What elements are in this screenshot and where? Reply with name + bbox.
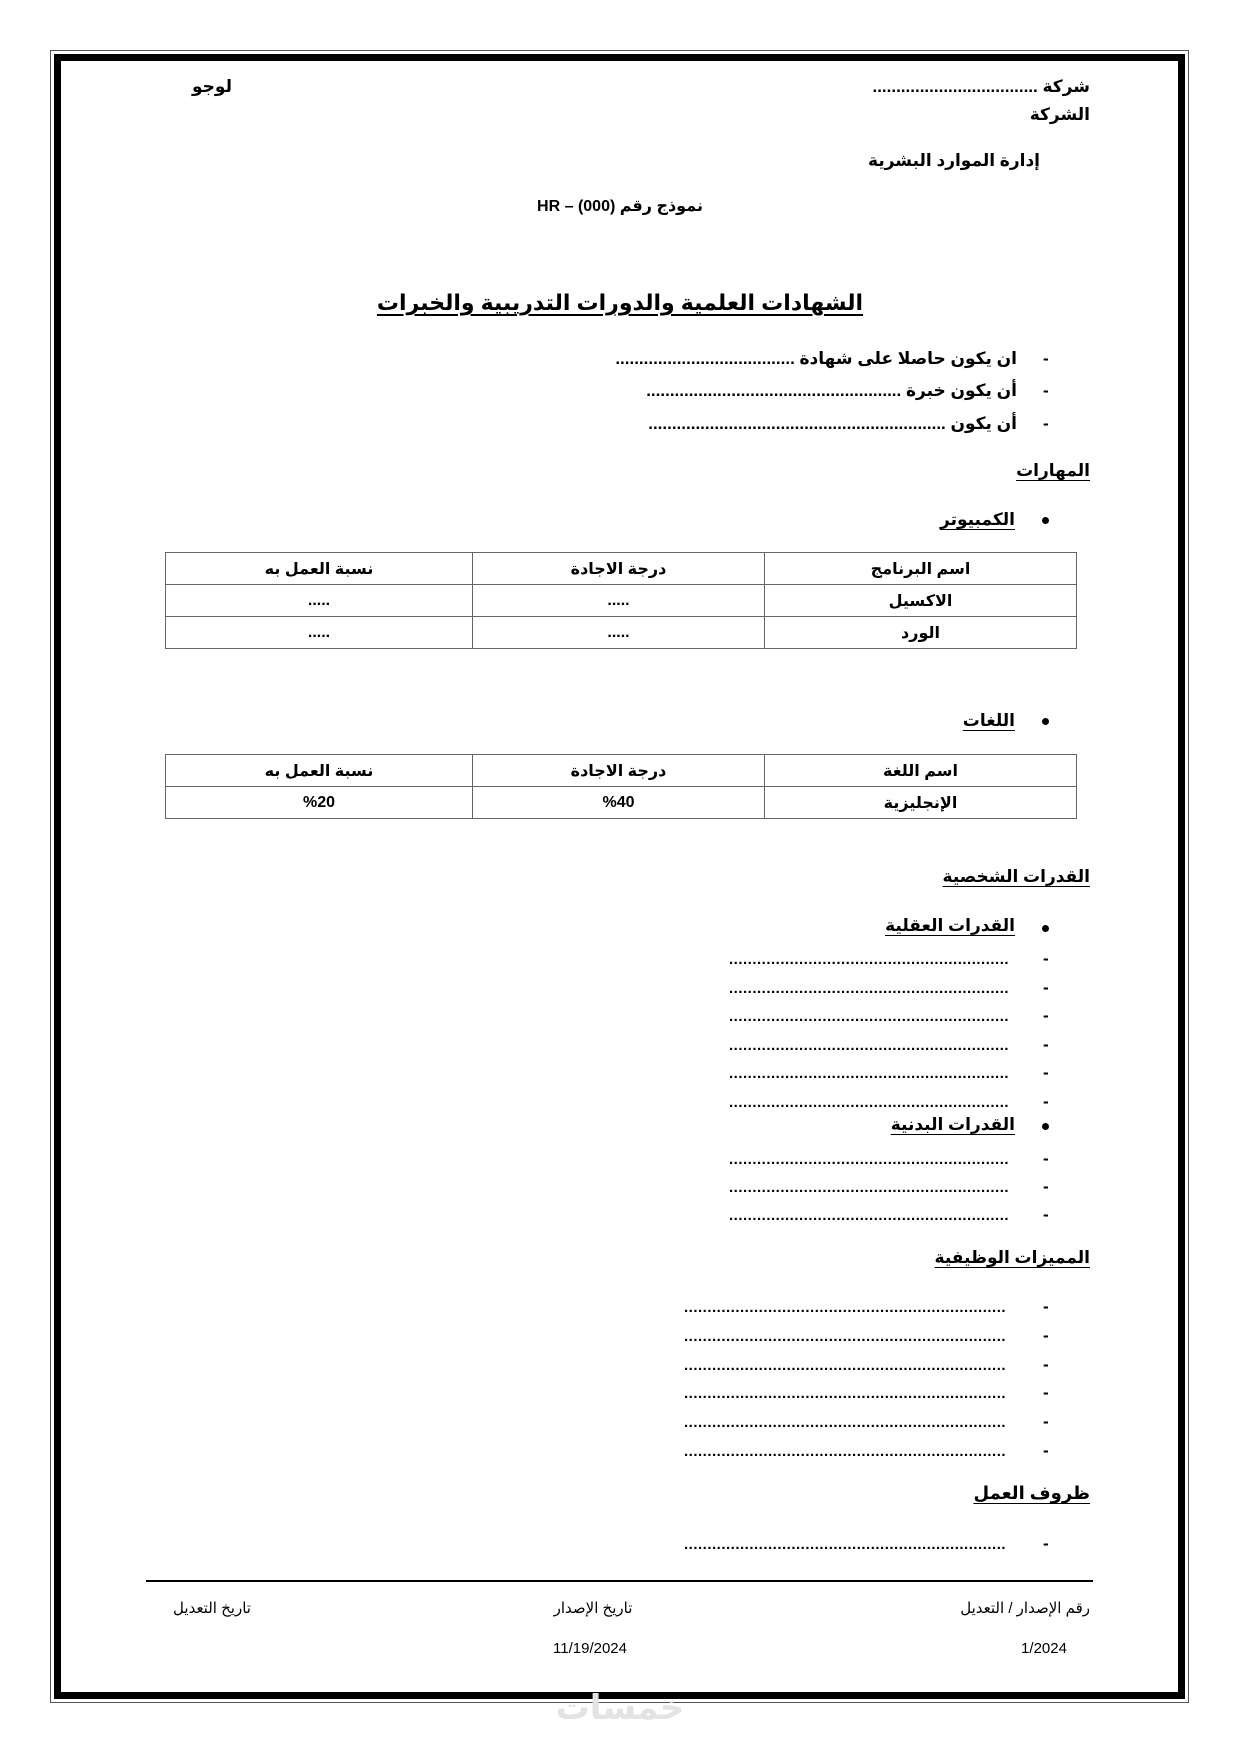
table-cell: ..... [166, 585, 473, 617]
fill-in-line[interactable]: ..................................................................... [684, 1415, 1007, 1431]
header-cell: نسبة العمل به [166, 553, 473, 585]
dash-marker: - [1043, 1383, 1049, 1403]
fill-in-line[interactable]: ..................................................................... [684, 1444, 1007, 1459]
table-row [166, 617, 1077, 649]
issue-date-value: 11/19/2024 [553, 1640, 627, 1657]
footer-divider [146, 1580, 1093, 1582]
fill-in-line[interactable]: ............................................................ [729, 980, 1010, 996]
modified-date-label: تاريخ التعديل [173, 1600, 251, 1617]
dash-marker: - [1043, 1177, 1049, 1196]
header-cell: درجة الاجادة [473, 553, 765, 585]
bullet-icon [1042, 517, 1049, 524]
bullet-icon [1042, 925, 1049, 932]
table-cell: ..... [473, 585, 765, 617]
dash-marker: - [1043, 381, 1049, 400]
table-header-row [166, 755, 1077, 787]
fill-in-line[interactable]: ............................................................ [729, 952, 1010, 967]
table-cell: ..... [166, 617, 473, 649]
fill-in-line[interactable]: ............................................................ [729, 1066, 1010, 1082]
computer-skills-table [165, 552, 1077, 649]
dash-marker: - [1043, 1534, 1049, 1553]
header-cell: اسم اللغة [765, 755, 1077, 787]
dash-marker: - [1043, 1034, 1049, 1054]
fill-in-line[interactable]: ............................................................ [729, 1208, 1010, 1223]
bullet-icon [1042, 1123, 1049, 1130]
company-name-field: شركة ................................... [872, 77, 1090, 96]
watermark-logo: خمسات [555, 1689, 685, 1727]
table-row [166, 585, 1077, 617]
requirement-item: أن يكون خبرة ...................................................... [646, 381, 1017, 400]
header-cell: اسم البرنامج [765, 553, 1077, 585]
table-cell: الورد [765, 617, 1077, 649]
table-header-row [166, 553, 1077, 585]
dash-marker: - [1043, 949, 1049, 968]
dash-marker: - [1043, 1441, 1049, 1460]
table-cell: %40 [473, 787, 765, 819]
computer-label: الكمبيوتر [940, 510, 1015, 529]
header-cell: درجة الاجادة [473, 755, 765, 787]
form-number: نموذج رقم (000) – HR [537, 198, 703, 215]
requirement-item: أن يكون ............................................................... [648, 414, 1017, 433]
mental-abilities-label: القدرات العقلية [885, 916, 1015, 935]
dash-marker: - [1043, 1297, 1049, 1316]
logo-placeholder: لوجو [192, 77, 232, 96]
fill-in-line[interactable]: ..................................................................... [684, 1386, 1007, 1402]
fill-in-line[interactable]: ............................................................ [729, 1180, 1010, 1195]
dash-marker: - [1043, 1325, 1049, 1345]
table-cell: الاكسيل [765, 585, 1077, 617]
department-name: إدارة الموارد البشرية [868, 151, 1040, 170]
physical-abilities-label: القدرات البدنية [890, 1115, 1015, 1134]
dash-marker: - [1043, 1063, 1049, 1083]
work-conditions-heading: ظروف العمل [973, 1483, 1090, 1503]
dash-marker: - [1043, 1412, 1049, 1432]
table-cell: ..... [473, 617, 765, 649]
version-value: 1/2024 [1021, 1640, 1067, 1657]
fill-in-line[interactable]: ............................................................ [729, 1152, 1010, 1167]
fill-in-line[interactable]: ..................................................................... [684, 1300, 1007, 1315]
header-cell: نسبة العمل به [166, 755, 473, 787]
version-label: رقم الإصدار / التعديل [960, 1600, 1090, 1617]
requirement-item: ان يكون حاصلا على شهادة ...................................... [615, 349, 1017, 368]
fill-in-line[interactable]: ..................................................................... [684, 1328, 1007, 1344]
fill-in-line[interactable]: ............................................................ [729, 1037, 1010, 1053]
fill-in-line[interactable]: ..................................................................... [684, 1357, 1007, 1373]
languages-label: اللغات [962, 711, 1015, 730]
job-benefits-heading: المميزات الوظيفية [934, 1248, 1090, 1267]
page-title: الشهادات العلمية والدورات التدريبية والخبرات [376, 290, 864, 315]
skills-heading: المهارات [1016, 461, 1090, 480]
table-cell: الإنجليزية [765, 787, 1077, 819]
fill-in-line[interactable]: ............................................................ [729, 1095, 1010, 1110]
company-name-line2: الشركة [1029, 105, 1090, 124]
dash-marker: - [1043, 349, 1049, 368]
dash-marker: - [1043, 1092, 1049, 1111]
dash-marker: - [1043, 1006, 1049, 1026]
dash-marker: - [1043, 977, 1049, 997]
dash-marker: - [1043, 414, 1049, 433]
dash-marker: - [1043, 1149, 1049, 1168]
fill-in-line[interactable]: ..................................................................... [684, 1537, 1007, 1552]
dash-marker: - [1043, 1205, 1049, 1224]
dash-marker: - [1043, 1354, 1049, 1374]
table-cell: %20 [166, 787, 473, 819]
table-row [166, 787, 1077, 819]
bullet-icon [1042, 718, 1049, 725]
personal-abilities-heading: القدرات الشخصية [942, 867, 1090, 886]
issue-date-label: تاريخ الإصدار [553, 1600, 633, 1617]
fill-in-line[interactable]: ............................................................ [729, 1009, 1010, 1025]
languages-table [165, 754, 1077, 819]
